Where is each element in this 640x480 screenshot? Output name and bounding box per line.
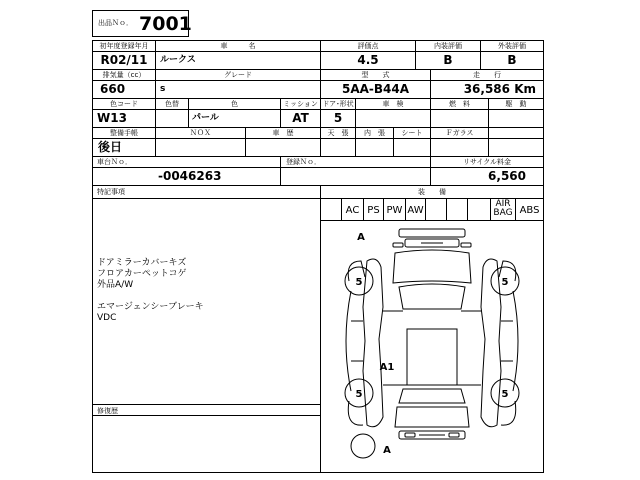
- equipment-abs: ABS: [519, 205, 540, 216]
- mileage-value: 36,586 Km: [463, 82, 536, 96]
- grade-label: グレード: [224, 71, 252, 79]
- color-value: パール: [192, 113, 219, 123]
- equipment-ps: PS: [367, 205, 380, 216]
- remark-line: [97, 291, 317, 302]
- remark-line: VDC: [97, 313, 117, 323]
- equipment-pw: PW: [386, 205, 403, 216]
- inspection-label: 車 検: [382, 100, 404, 108]
- equipment-aw: AW: [407, 205, 424, 216]
- lot-number-label: 出品Ｎｏ．: [98, 19, 133, 27]
- equipment-airbag: AIR BAG: [493, 199, 513, 218]
- seat-label: シート: [401, 129, 423, 137]
- lot-number-box: [92, 10, 192, 37]
- remarks-label: 特記事項: [97, 188, 125, 196]
- recycle-label: リサイクル料金: [462, 158, 512, 166]
- equipment-slot-7: [468, 202, 490, 220]
- repair-history-label: 修復歴: [97, 407, 118, 415]
- manual-value: 後日: [98, 140, 123, 154]
- damage-mark-front: A: [357, 232, 365, 243]
- transmission-label: ミッション: [283, 100, 318, 108]
- color-code-label: 色コード: [110, 100, 138, 108]
- equipment-slot-6: [447, 202, 467, 220]
- tire-rl-depth: 5: [355, 389, 363, 400]
- history-label: 車 歴: [272, 129, 294, 137]
- registration-label: 登録Ｎｏ．: [286, 158, 321, 166]
- score-label: 評価点: [357, 42, 379, 50]
- exterior-grade-value: B: [507, 53, 517, 67]
- interior-trim-label: 内 張: [364, 129, 385, 137]
- equipment-ac: AC: [345, 205, 360, 216]
- score-value: 4.5: [357, 53, 379, 67]
- fuel-label: 燃 料: [449, 100, 470, 108]
- first-reg-label: 初年度登録年月: [99, 42, 149, 50]
- exterior-grade-label: 外装評価: [498, 42, 526, 50]
- interior-grade-value: B: [443, 53, 453, 67]
- car-name-value: ルークス: [160, 55, 196, 65]
- grade-value: s: [160, 84, 166, 94]
- displacement-label: 排気量（cc）: [102, 71, 146, 79]
- remark-line: ドアミラーカバーキズ: [97, 258, 187, 268]
- equipment-slot-5: [426, 202, 446, 220]
- chassis-value: -0046263: [158, 169, 222, 183]
- model-label: 型 式: [361, 71, 390, 79]
- remark-line: 外品A/W: [97, 280, 134, 290]
- displacement-value: 660: [100, 82, 126, 96]
- tire-fr-depth: 5: [501, 277, 509, 288]
- tire-rr-depth: 5: [501, 389, 509, 400]
- car-name-label: 車 名: [220, 42, 256, 50]
- first-reg-value: R02/11: [100, 53, 148, 67]
- model-value: 5AA-B44A: [341, 82, 410, 96]
- remark-line: フロアカーペットコゲ: [97, 269, 187, 279]
- interior-grade-label: 内装評価: [434, 42, 462, 50]
- color-code-value: W13: [97, 111, 127, 125]
- doors-shape-value: 5: [333, 111, 343, 125]
- damage-mark-rear-body: A1: [379, 362, 395, 373]
- color-label: 色: [231, 100, 238, 108]
- sunroof-label: 天 張: [327, 129, 349, 137]
- spare-tire: [351, 434, 375, 458]
- transmission-value: AT: [292, 111, 309, 125]
- fglass-label: Ｆガラス: [445, 129, 474, 137]
- equipment-label: 装 備: [418, 188, 446, 196]
- drive-label: 駆 動: [505, 100, 527, 108]
- doors-shape-label: ドア･形状: [322, 100, 354, 108]
- lot-number: 7001: [139, 13, 192, 35]
- remarks-list: [97, 258, 317, 324]
- car-diagram: [321, 221, 543, 472]
- mileage-label: 走 行: [473, 71, 501, 79]
- recycle-value: 6,560: [488, 169, 526, 183]
- chassis-label: 車台Ｎｏ．: [97, 158, 132, 166]
- manual-label: 整備手帳: [110, 129, 138, 137]
- remark-line: エマージェンシーブレーキ: [97, 302, 204, 312]
- damage-mark-rear: A: [383, 445, 391, 456]
- color-change-label: 色替: [165, 100, 179, 108]
- tire-fl-depth: 5: [355, 277, 363, 288]
- nox-label: ＮＯＸ: [190, 129, 211, 137]
